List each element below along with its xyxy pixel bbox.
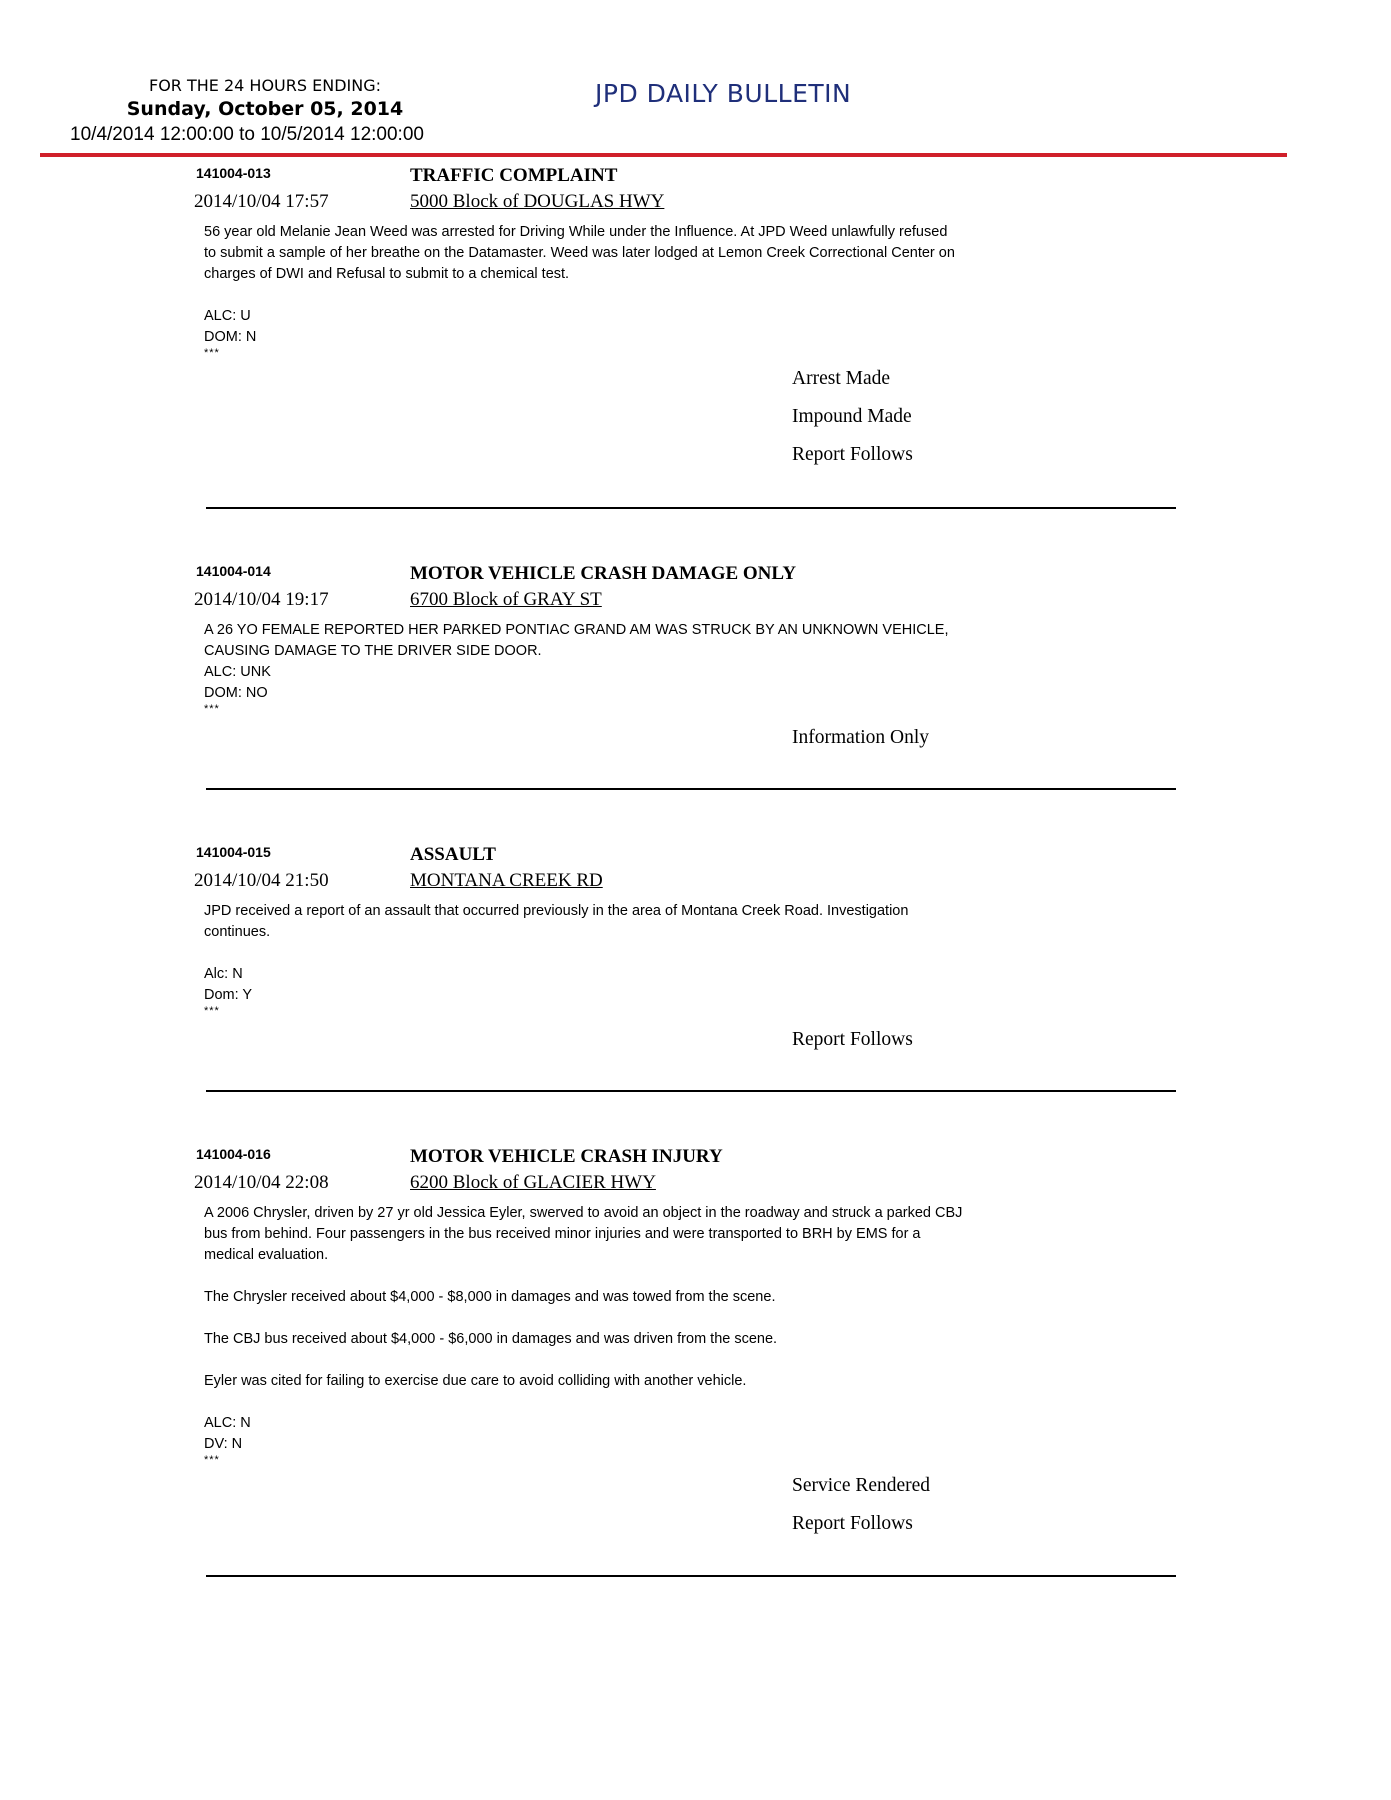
- incident-location: 6200 Block of GLACIER HWY: [410, 1172, 656, 1193]
- narrative-line: ***: [204, 703, 220, 715]
- incident-datetime: 2014/10/04 17:57: [194, 191, 329, 212]
- incident-dispositions: [792, 726, 929, 764]
- header-divider: [40, 153, 1287, 157]
- disposition: Arrest Made: [792, 368, 891, 389]
- incident-dispositions: [792, 367, 913, 481]
- narrative-line: [204, 1266, 1074, 1287]
- incident-divider: [206, 1575, 1176, 1577]
- narrative-line: ALC: U: [204, 308, 251, 324]
- bulletin-range: 10/4/2014 12:00:00 to 10/5/2014 12:00:00: [70, 124, 424, 145]
- disposition: Impound Made: [792, 406, 912, 427]
- narrative-line: ***: [204, 347, 220, 359]
- narrative-line: ***: [204, 1454, 220, 1466]
- narrative-line: bus from behind. Four passengers in the bus received minor injuries and were transported to BRH by EMS for a: [204, 1226, 921, 1242]
- narrative-line: ALC: UNK: [204, 664, 271, 680]
- narrative-line: DOM: NO: [204, 685, 268, 701]
- bulletin-date: Sunday, October 05, 2014: [126, 98, 404, 120]
- disposition: Report Follows: [792, 1029, 913, 1050]
- incident-type: TRAFFIC COMPLAINT: [410, 165, 618, 186]
- narrative-line: ***: [204, 1005, 220, 1017]
- narrative-line: A 2006 Chrysler, driven by 27 yr old Jessica Eyler, swerved to avoid an object in the roadway and struck a parked CBJ: [204, 1205, 963, 1221]
- hours-ending-label: FOR THE 24 HOURS ENDING:: [148, 76, 381, 95]
- incident-narrative: [204, 1203, 1074, 1465]
- narrative-line: [204, 943, 1074, 964]
- incident-divider: [206, 507, 1176, 509]
- incident-type: MOTOR VEHICLE CRASH INJURY: [410, 1146, 723, 1167]
- narrative-line: [204, 1308, 1074, 1329]
- incident-dispositions: [792, 1474, 930, 1550]
- incident-narrative: [204, 222, 1074, 358]
- narrative-line: JPD received a report of an assault that occurred previously in the area of Montana Creek Road. Investigation: [204, 903, 909, 919]
- incident-location: 6700 Block of GRAY ST: [410, 589, 602, 610]
- incident-datetime: 2014/10/04 22:08: [194, 1172, 329, 1193]
- incident-location: 5000 Block of DOUGLAS HWY: [410, 191, 665, 212]
- incident-narrative: [204, 901, 1074, 1016]
- incident-divider: [206, 788, 1176, 790]
- case-number: 141004-015: [196, 844, 271, 860]
- disposition: Report Follows: [792, 1513, 913, 1534]
- narrative-line: to submit a sample of her breathe on the Datamaster. Weed was later lodged at Lemon Creek Correctional Center on: [204, 245, 955, 261]
- narrative-line: DV: N: [204, 1436, 243, 1452]
- disposition: Report Follows: [792, 444, 913, 465]
- bulletin-period: [40, 76, 480, 148]
- narrative-line: ALC: N: [204, 1415, 251, 1431]
- incident-location: MONTANA CREEK RD: [410, 870, 603, 891]
- incident-type: MOTOR VEHICLE CRASH DAMAGE ONLY: [410, 563, 797, 584]
- narrative-line: [204, 1350, 1074, 1371]
- narrative-line: medical evaluation.: [204, 1247, 329, 1263]
- disposition: Information Only: [792, 727, 930, 748]
- narrative-line: 56 year old Melanie Jean Weed was arrested for Driving While under the Influence. At JPD Weed unlawfully refused: [204, 224, 948, 240]
- narrative-line: Eyler was cited for failing to exercise due care to avoid colliding with another vehicle.: [204, 1373, 747, 1389]
- incident-divider: [206, 1090, 1176, 1092]
- incident-datetime: 2014/10/04 19:17: [194, 589, 329, 610]
- narrative-line: DOM: N: [204, 329, 257, 345]
- page-title: JPD DAILY BULLETIN: [595, 79, 852, 108]
- case-number: 141004-013: [196, 165, 271, 181]
- narrative-line: Dom: Y: [204, 987, 253, 1003]
- incident-type: ASSAULT: [410, 844, 496, 865]
- narrative-line: [204, 285, 1074, 306]
- case-number: 141004-016: [196, 1146, 271, 1162]
- incident-datetime: 2014/10/04 21:50: [194, 870, 329, 891]
- narrative-line: CAUSING DAMAGE TO THE DRIVER SIDE DOOR.: [204, 643, 542, 659]
- incident-dispositions: [792, 1028, 913, 1066]
- narrative-line: A 26 YO FEMALE REPORTED HER PARKED PONTIAC GRAND AM WAS STRUCK BY AN UNKNOWN VEHICLE,: [204, 622, 949, 638]
- narrative-line: [204, 1392, 1074, 1413]
- narrative-line: continues.: [204, 924, 271, 940]
- disposition: Service Rendered: [792, 1475, 931, 1496]
- narrative-line: Alc: N: [204, 966, 243, 982]
- incident-narrative: [204, 620, 1074, 714]
- narrative-line: The CBJ bus received about $4,000 - $6,000 in damages and was driven from the scene.: [204, 1331, 778, 1347]
- case-number: 141004-014: [196, 563, 271, 579]
- narrative-line: The Chrysler received about $4,000 - $8,000 in damages and was towed from the scene.: [204, 1289, 776, 1305]
- narrative-line: charges of DWI and Refusal to submit to a chemical test.: [204, 266, 570, 282]
